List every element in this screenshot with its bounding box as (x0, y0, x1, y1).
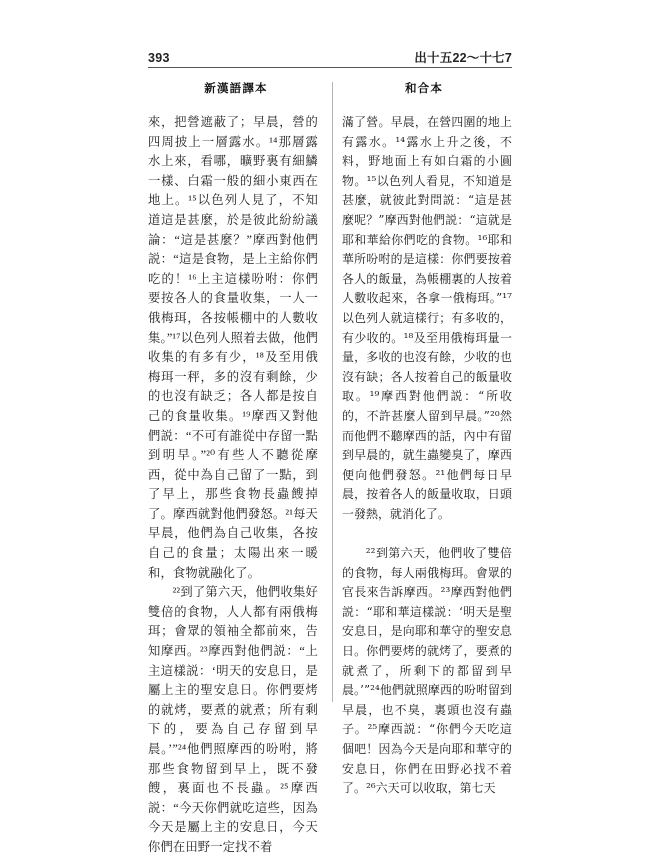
verse-paragraph: ²²到第六天，他們收了雙倍的食物，每人兩俄梅珥。會眾的官長來告訴摩西。²³摩西對他們説：“耶和華這樣説：‘明天是聖安息日，是向耶和華守的聖安息日。你們要烤的就烤了，要煮的就煮了，所剩下的都留到早晨。’”²⁴他們就照摩西的吩咐留到早晨，也不臭，裏頭也沒有蟲子。²⁵摩西説：“你們今天吃這個吧！因為今天是向耶和華守的安息日，你們在田野必找不着了。²⁶六天可以收取，第七天 (342, 546, 512, 796)
column-headers (148, 80, 512, 104)
running-head (148, 42, 512, 64)
verse-paragraph: 來，把營遮蔽了；早晨，營的四周披上一層露水。¹⁴那層露水上來，看哪，曠野裏有細鱗一樣、白霜一般的細小東西在地上。¹⁵以色列人見了，不知道這是甚麼，於是彼此紛紛議論：“這是甚麼？”摩西對他們説：“這是食物，是上主給你們吃的！¹⁶上主這樣吩咐：你們要按各人的食量收集，一人一俄梅珥，各按帳棚中的人數收集。”¹⁷以色列人照着去做，他們收集的有多有少，¹⁸及至用俄梅珥一秤，多的沒有剩餘，少的也沒有缺乏；各人都是按自己的食量收集。¹⁹摩西又對他們説：“不可有誰從中存留一點到明早。”²⁰有些人不聽從摩西，從中為自己留了一點，到了早上，那些食物長蟲餿掉了。摩西就對他們發怒。²¹每天早晨，他們為自己收集，各按自己的食量；太陽出來一暖和，食物就融化了。 (148, 115, 318, 580)
column-title-right: 和合本 (404, 83, 444, 95)
column-title-left: 新漢語譯本 (204, 83, 268, 95)
body-columns (148, 113, 512, 854)
header-rule (148, 67, 512, 68)
verse-paragraph: 滿了營。早晨，在營四圍的地上有露水。¹⁴露水上升之後，不料，野地面上有如白霜的小圓物。¹⁵以色列人看見，不知道是甚麼，就彼此對問説：“這是甚麼呢？”摩西對他們説：“這就是耶和華給你們吃的食物。¹⁶耶和華所吩咐的是這樣：你們要按着各人的飯量，為帳棚裏的人按着人數收起來，各拿一俄梅珥。”¹⁷以色列人就這樣行；有多收的，有少收的。¹⁸及至用俄梅珥量一量，多收的也沒有餘，少收的也沒有缺；各人按着自己的飯量收取。¹⁹摩西對他們説：“所收的，不許甚麼人留到早晨。”²⁰然而他們不聽摩西的話，內中有留到早晨的，就生蟲變臭了，摩西便向他們發怒。²¹他們每日早晨，按着各人的飯量收取，日頭一發熱，就消化了。 (342, 115, 512, 521)
page-number: 393 (148, 50, 170, 65)
translation-column-right (342, 113, 512, 799)
scripture-reference: 出十五22～十七7 (414, 50, 512, 65)
verse-paragraph: ²²到了第六天，他們收集好雙倍的食物，人人都有兩俄梅珥；會眾的領袖全都前來，告知摩西。²³摩西對他們説：“上主這樣説：‘明天的安息日，是屬上主的聖安息日。你們要烤的就烤，要煮的就煮；所有剩下的，要為自己存留到早晨。’”²⁴他們照摩西的吩咐，將那些食物留到早上，既不發餿，裏面也不長蟲。²⁵摩西説：“今天你們就吃這些，因為今天是屬上主的安息日，今天你們在田野一定找不着 (148, 585, 318, 854)
translation-column-left (148, 113, 318, 858)
